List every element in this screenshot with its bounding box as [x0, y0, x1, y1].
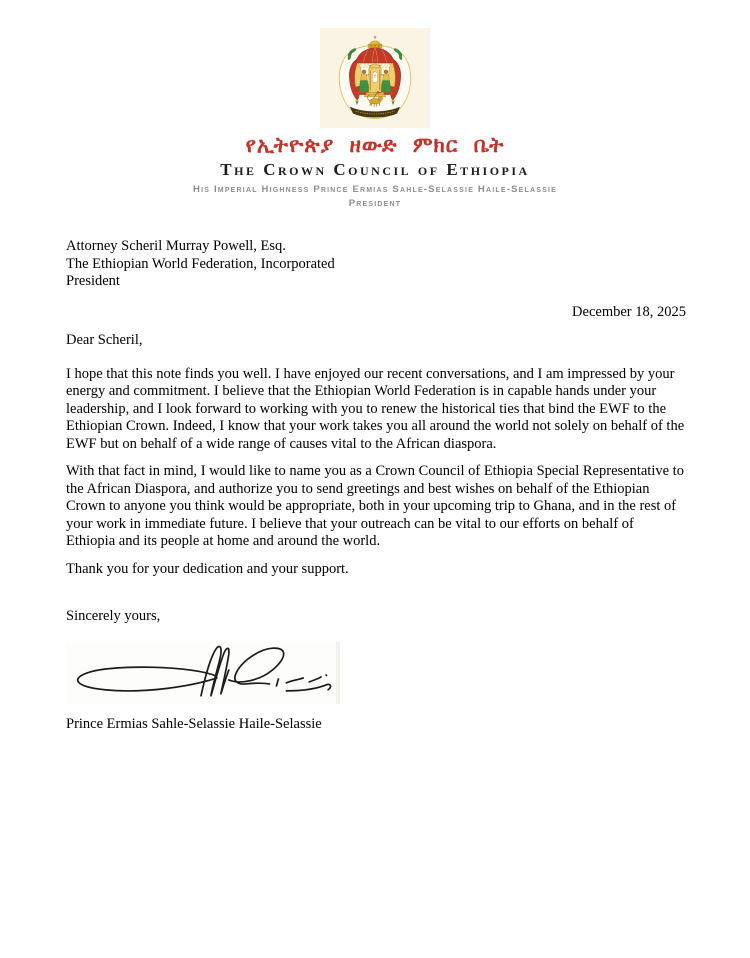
recipient-name: Attorney Scheril Murray Powell, Esq.	[66, 238, 286, 254]
subtitle-imperial-highness: His Imperial Highness Prince Ermias Sahle-Selassie Haile-Selassie	[193, 184, 557, 195]
recipient-organization: The Ethiopian World Federation, Incorporated	[66, 255, 335, 272]
letterhead	[0, 0, 750, 209]
crest-background	[320, 28, 430, 128]
recipient-title: President	[66, 273, 120, 289]
signature-block	[66, 642, 340, 704]
paragraph-2: With that fact in mind, I would like to name you as a Crown Council of Ethiopia Special Representative to the African Diaspora, and authorize you to send greetings and best wishes on behalf of the Ethiopian Crown to anyone you think would be appropriate, both in your upcoming trip to Ghana, and in the rest of your work in immediate future. I believe that your outreach can be vital to our efforts on behalf of Ethiopia and its people at home and around the world.	[66, 463, 684, 549]
valediction: Sincerely yours,	[66, 608, 161, 624]
letter-date: December 18, 2025	[572, 303, 686, 320]
letter-body	[0, 238, 750, 733]
amharic-title: የኢትዮጵያ ዘውድ ምክር ቤት	[245, 133, 505, 157]
subtitle-president: President	[348, 198, 402, 209]
organization-title: The Crown Council of Ethiopia	[220, 160, 530, 179]
paragraph-1: I hope that this note finds you well. I have enjoyed our recent conversations, and I am impressed by your energy and commitment. I believe that the Ethiopian World Federation is in capable hands under your leadership, and I look forward to working with you to renew the historical ties that bind the EWF to the Ethiopian Crown. Indeed, I know that your work takes you all around the world not solely on behalf of the EWF but on behalf of a wide range of causes vital to the African diaspora.	[66, 365, 685, 452]
salutation: Dear Scheril,	[66, 332, 143, 348]
signer-name: Prince Ermias Sahle-Selassie Haile-Selassie	[66, 715, 322, 732]
paragraph-3: Thank you for your dedication and your support.	[66, 560, 349, 577]
recipient-block	[66, 238, 686, 291]
letterhead-subtitle	[0, 184, 750, 209]
ethiopian-imperial-coat-of-arms-icon	[331, 30, 419, 126]
handwritten-signature-icon	[66, 642, 336, 704]
